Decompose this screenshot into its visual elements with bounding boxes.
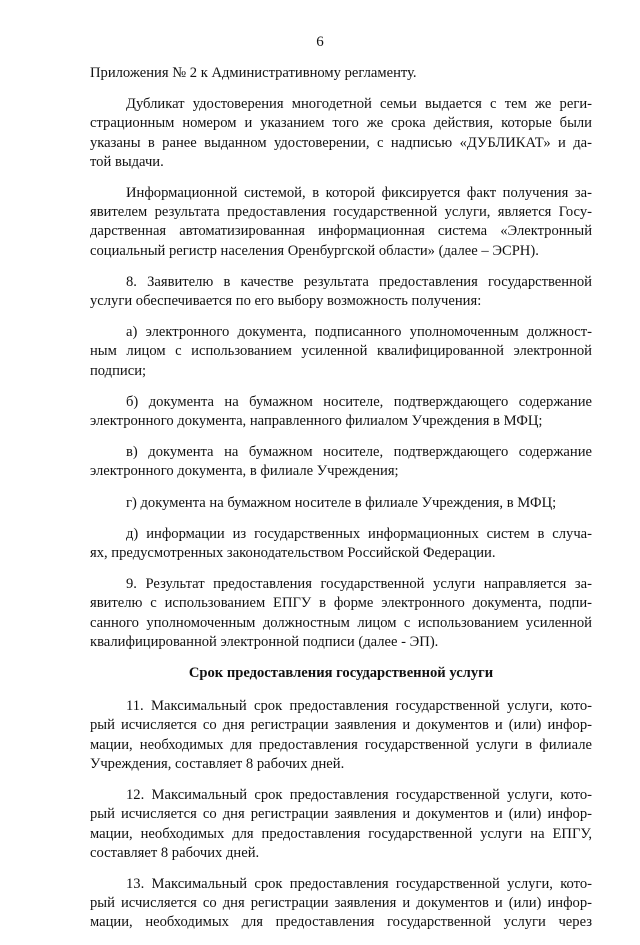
paragraph <box>90 875 592 933</box>
text-line: мации, необходимых для предоставления государственной услуги через <box>90 914 592 931</box>
paragraph <box>90 95 592 172</box>
text-line: 12. Максимальный срок предоставления государственной услуги, кото- <box>126 787 592 804</box>
paragraph <box>90 64 592 83</box>
text-line: подписи; <box>90 362 147 379</box>
text-line: 8. Заявителю в качестве результата предоставления государственной <box>126 273 592 290</box>
text-line: д) информации из государственных информационных систем в случа- <box>126 525 592 542</box>
text-line: б) документа на бумажном носителе, подтверждающего содержание <box>126 393 592 410</box>
text-line: электронного документа, в филиале Учреждения; <box>90 463 399 480</box>
text-line: ным лицом с использованием усиленной квалифицированной электронной <box>90 343 592 360</box>
text-line: рый исчисляется со дня регистрации заявления и документов и (или) инфор- <box>90 717 592 734</box>
paragraph <box>90 184 592 261</box>
text-line: санного уполномоченным должностным лицом с использованием усиленной <box>90 614 592 631</box>
paragraph <box>90 697 592 774</box>
text-line: Приложения № 2 к Административному регламенту. <box>90 65 417 81</box>
text-line: услуги обеспечивается по его выбору возможность получения: <box>90 293 482 310</box>
paragraph <box>90 273 592 311</box>
text-line: а) электронного документа, подписанного уполномоченным должност- <box>126 324 592 341</box>
paragraph <box>90 393 592 431</box>
text-line: социальный регистр населения Оренбургской области» (далее – ЭСРН). <box>90 242 539 259</box>
text-line: мации, необходимых для предоставления государственной услуги в филиале <box>90 736 592 753</box>
section-heading: Срок предоставления государственной услуги <box>188 665 494 682</box>
text-line: той выдачи. <box>90 153 164 170</box>
text-line: Информационной системой, в которой фиксируется факт получения за- <box>126 185 592 202</box>
text-line: квалифицированной электронной подписи (далее - ЭП). <box>90 633 439 650</box>
text-line: Учреждения, составляет 8 рабочих дней. <box>90 755 345 772</box>
text-line: рый исчисляется со дня регистрации заявления и документов и (или) инфор- <box>90 895 592 912</box>
text-line: в) документа на бумажном носителе, подтверждающего содержание <box>126 444 592 461</box>
text-line: явителем результата предоставления государственной услуги, является Госу- <box>90 204 592 221</box>
text-line: явителю с использованием ЕПГУ в форме электронного документа, подпи- <box>90 595 592 612</box>
paragraph <box>90 786 592 863</box>
paragraph <box>90 525 592 563</box>
text-line: рый исчисляется со дня регистрации заявления и документов и (или) инфор- <box>90 806 592 823</box>
text-line: мации, необходимых для предоставления государственной услуги на ЕПГУ, <box>90 825 592 842</box>
paragraph <box>90 575 592 652</box>
text-line: электронного документа, направленного филиалом Учреждения в МФЦ; <box>90 413 543 430</box>
page-number: 6 <box>316 34 324 50</box>
text-line: составляет 8 рабочих дней. <box>90 844 260 861</box>
text-line: г) документа на бумажном носителе в филиале Учреждения, в МФЦ; <box>126 494 557 511</box>
text-line: 11. Максимальный срок предоставления государственной услуги, кото- <box>126 698 592 715</box>
text-line: 9. Результат предоставления государственной услуги направляется за- <box>126 576 592 593</box>
text-line: 13. Максимальный срок предоставления государственной услуги, кото- <box>126 875 592 892</box>
text-line: Дубликат удостоверения многодетной семьи выдается с тем же реги- <box>126 96 592 113</box>
text-line: указаны в ранее выданном удостоверении, с надписью «ДУБЛИКАТ» и да- <box>90 134 592 151</box>
text-line: ях, предусмотренных законодательством Российской Федерации. <box>90 545 496 562</box>
paragraph <box>90 443 592 481</box>
text-line: страционным номером и указанием того же срока действия, которые были <box>90 115 592 132</box>
text-line: дарственная автоматизированная информационная система «Электронный <box>90 223 592 240</box>
document-body <box>90 64 592 945</box>
paragraph <box>90 494 592 513</box>
paragraph <box>90 323 592 381</box>
